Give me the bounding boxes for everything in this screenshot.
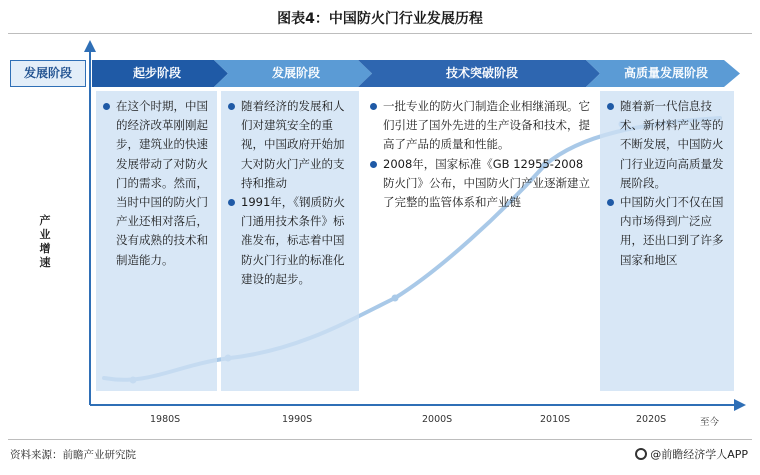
stage-3-card (363, 91, 596, 391)
x-tick-now: 至今 (700, 417, 720, 428)
x-tick-1990s: 1990S (282, 414, 313, 425)
stage-4-bullet-1: 随着新一代信息技术、新材料产业等的不断发展，中国防火门行业迈向高质量发展阶段。 (606, 97, 728, 193)
stage-1-bullet-1: 在这个时期，中国的经济改革刚刚起步，建筑业的快速发展带动了对防火门的需求。然而，当时中国的防火门产业还相对落后，没有成熟的技术和制造能力。 (102, 97, 211, 270)
x-tick-2020s: 2020S (636, 414, 667, 425)
brand-text: @前瞻经济学人APP (650, 448, 748, 461)
chart-title: 图表4：中国防火门行业发展历程 (277, 11, 483, 27)
brand-credit (635, 446, 748, 462)
stage-3-title: 技术突破阶段 (445, 66, 518, 80)
x-axis-arrowhead (734, 399, 746, 411)
stage-2-bullet-2: 1991年，《钢质防火门通用技术条件》标准发布，标志着中国防火门行业的标准化建设的起步。 (227, 193, 353, 289)
stage-3-bullet-1: 一批专业的防火门制造企业相继涌现。它们引进了国外先进的生产设备和技术，提高了产品的质量和性能。 (369, 97, 590, 155)
bottom-divider (8, 439, 752, 440)
x-tick-2000s: 2000S (422, 414, 453, 425)
stage-4-bullet-2: 中国防火门不仅在国内市场得到广泛应用，还出口到了许多国家和地区 (606, 193, 728, 270)
y-axis-arrowhead (84, 40, 96, 52)
stage-2-card (221, 91, 359, 391)
x-tick-1980s: 1980S (150, 414, 181, 425)
stage-1-title: 起步阶段 (132, 66, 181, 80)
stage-4-title: 高质量发展阶段 (623, 66, 708, 80)
stage-4-card (600, 91, 734, 391)
source-note: 资料来源：前瞻产业研究院 (10, 449, 136, 461)
brand-logo-icon (635, 448, 647, 460)
phase-row-label: 发展阶段 (10, 60, 86, 87)
y-axis-label: 产业增速 (39, 214, 51, 269)
stage-1-card (96, 91, 217, 391)
stage-3-bullet-2: 2008年，国家标准《GB 12955-2008 防火门》公布，中国防火门产业逐渐建立了完整的监管体系和产业链 (369, 155, 590, 213)
stage-2-bullet-1: 随着经济的发展和人们对建筑安全的重视，中国政府开始加大对防火门产业的支持和推动 (227, 97, 353, 193)
stage-2-title: 发展阶段 (271, 66, 320, 80)
x-tick-2010s: 2010S (540, 414, 571, 425)
